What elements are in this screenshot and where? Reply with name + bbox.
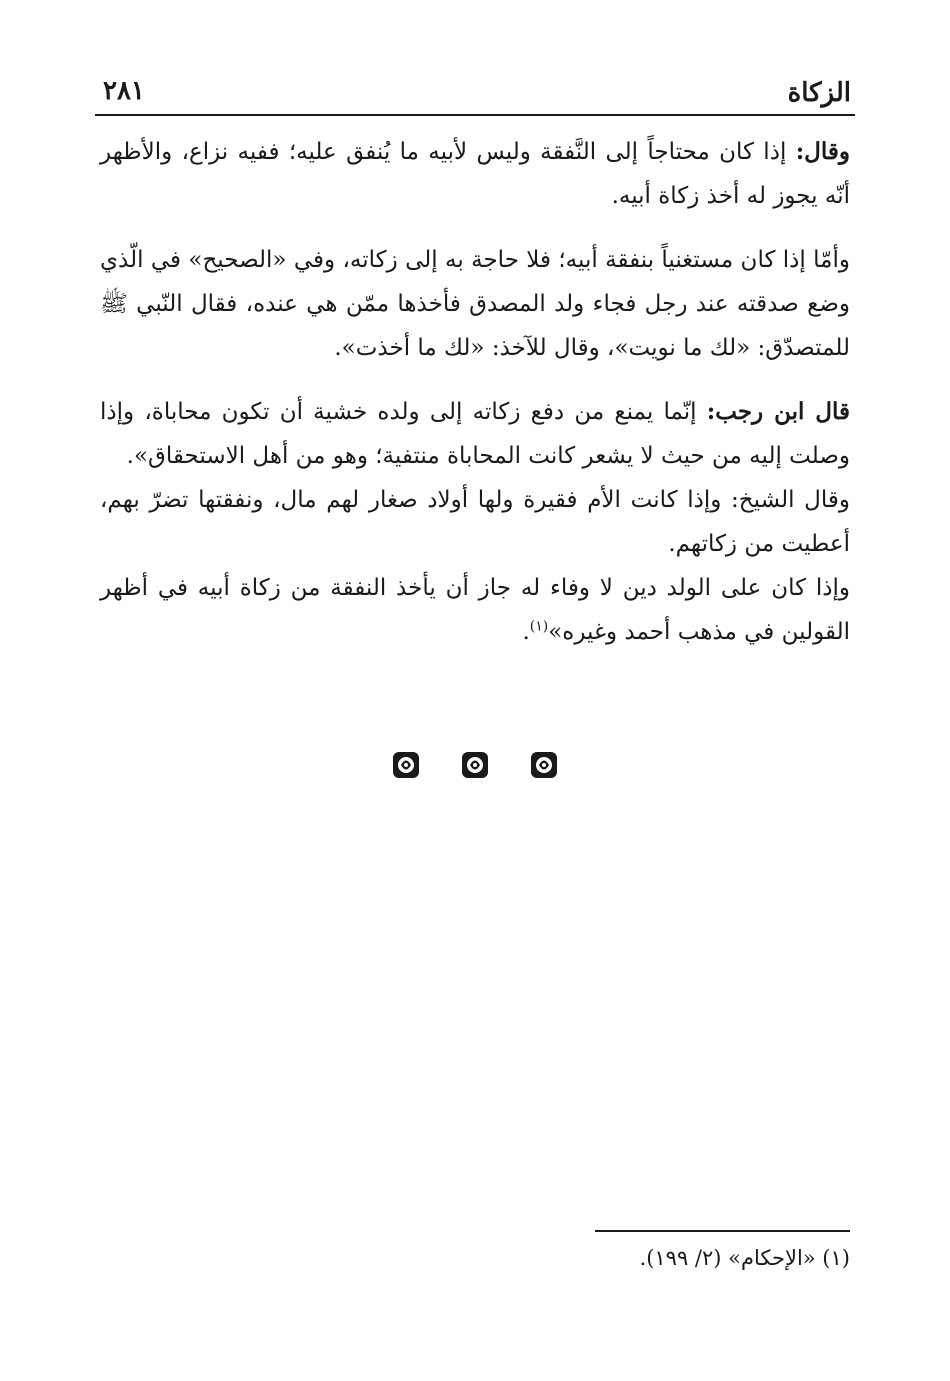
floral-ornament-icon xyxy=(529,750,559,780)
paragraph-text: إذا كان محتاجاً إلى النَّفقة وليس لأبيه ما يُنفق عليه؛ ففيه نزاع، والأظهر أنّه يجوز له أخذ زكاة أبيه. xyxy=(100,139,850,209)
running-title: الزكاة xyxy=(787,78,851,108)
paragraph-lead: وقال: xyxy=(795,138,850,165)
footnote-rule xyxy=(595,1230,850,1232)
paragraph-text: وإذا كان على الولد دين لا وفاء له جاز أن يأخذ النفقة من زكاة أبيه في أظهر القولين في مذهب أحمد وغيره» xyxy=(100,575,850,645)
section-ornament xyxy=(0,750,950,784)
paragraph-text: وأمّا إذا كان مستغنياً بنفقة أبيه؛ فلا حاجة به إلى زكاته، وفي «الصحيح» في الّذي وضع صدقته عند رجل فجاء ولد المصدق فأخذها ممّن هي عنده، فقال النّبي ﷺ للمتصدّق: «لك ما نويت»، وقال للآخذ: «لك ما أخذت». xyxy=(100,247,850,361)
paragraph-4 xyxy=(100,478,850,566)
page-number: ٢٨١ xyxy=(103,76,145,106)
floral-ornament-icon xyxy=(460,750,490,780)
paragraph-3 xyxy=(100,390,850,478)
floral-ornament-icon xyxy=(391,750,421,780)
main-text xyxy=(100,130,850,654)
paragraph-5 xyxy=(100,566,850,654)
paragraph-1 xyxy=(100,130,850,218)
paragraph-2 xyxy=(100,238,850,370)
footnote-ref: (١) xyxy=(529,618,549,635)
paragraph-lead: قال ابن رجب: xyxy=(706,398,850,425)
page-header xyxy=(95,70,855,114)
paragraph-tail: . xyxy=(522,619,530,645)
paragraph-text: وقال الشيخ: وإذا كانت الأم فقيرة ولها أولاد صغار لهم مال، ونفقتها تضرّ بهم، أعطيت من زكاتهم. xyxy=(100,487,850,557)
header-rule xyxy=(95,114,855,116)
paragraph-text: إنّما يمنع من دفع زكاته إلى ولده خشية أن تكون محاباة، وإذا وصلت إليه من حيث لا يشعر كانت المحاباة منتفية؛ وهو من أهل الاستحقاق». xyxy=(100,399,850,469)
footnote: (١) «الإحكام» (٢/ ١٩٩). xyxy=(639,1246,850,1270)
